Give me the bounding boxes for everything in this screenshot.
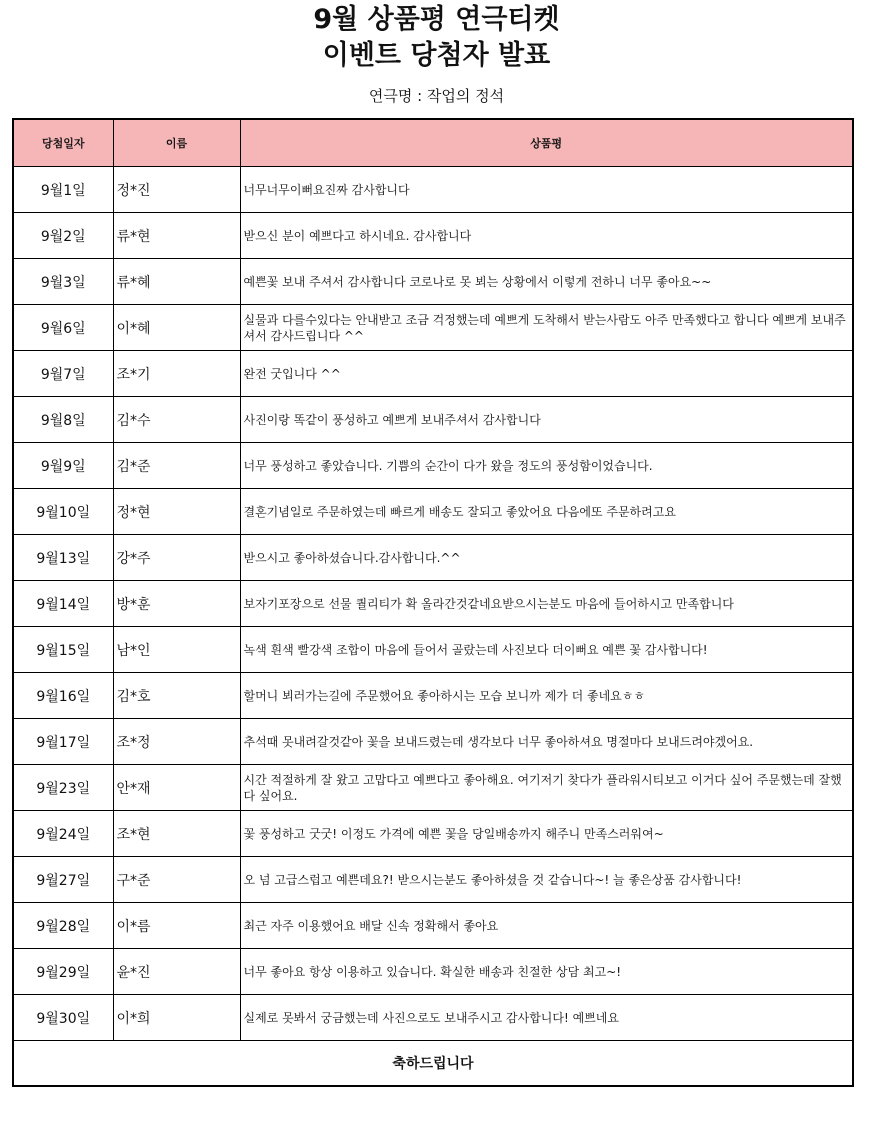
winner-date-cell: 9월24일	[13, 811, 113, 857]
column-header-review: 상품평	[240, 119, 853, 167]
column-header-name: 이름	[113, 119, 240, 167]
review-text-cell: 완전 굿입니다 ^^	[240, 351, 853, 397]
winner-date-cell: 9월29일	[13, 949, 113, 995]
winner-date-cell: 9월1일	[13, 167, 113, 213]
review-text-cell: 보자기포장으로 선물 퀄리티가 확 올라간것같네요받으시는분도 마음에 들어하시고 만족합니다	[240, 581, 853, 627]
winner-name-cell: 이*희	[113, 995, 240, 1041]
page-title-line2: 이벤트 당첨자 발표	[322, 40, 551, 71]
review-text-cell: 너무 좋아요 항상 이용하고 있습니다. 확실한 배송과 친절한 상담 최고~!	[240, 949, 853, 995]
table-row	[13, 719, 853, 765]
review-text-cell: 할머니 뵈러가는길에 주문했어요 좋아하시는 모습 보니까 제가 더 좋네요ㅎㅎ	[240, 673, 853, 719]
winner-name-cell: 김*수	[113, 397, 240, 443]
table-row	[13, 627, 853, 673]
review-text-cell: 사진이랑 똑같이 풍성하고 예쁘게 보내주셔서 감사합니다	[240, 397, 853, 443]
winner-name-cell: 윤*진	[113, 949, 240, 995]
winner-date-cell: 9월8일	[13, 397, 113, 443]
table-row	[13, 489, 853, 535]
table-row	[13, 949, 853, 995]
table-row	[13, 535, 853, 581]
winner-date-cell: 9월27일	[13, 857, 113, 903]
review-text-cell: 실제로 못봐서 궁금했는데 사진으로도 보내주시고 감사합니다! 예쁘네요	[240, 995, 853, 1041]
table-row	[13, 765, 853, 811]
review-text-cell: 받으신 분이 예쁘다고 하시네요. 감사합니다	[240, 213, 853, 259]
table-row	[13, 673, 853, 719]
play-name-subtitle: 연극명 : 작업의 정석	[368, 87, 505, 105]
table-row	[13, 351, 853, 397]
winner-date-cell: 9월13일	[13, 535, 113, 581]
table-row	[13, 397, 853, 443]
winner-date-cell: 9월14일	[13, 581, 113, 627]
review-text-cell: 추석때 못내려갈것같아 꽃을 보내드렸는데 생각보다 너무 좋아하셔요 명절마다 보내드려야겠어요.	[240, 719, 853, 765]
review-text-cell: 최근 자주 이용했어요 배달 신속 정확해서 좋아요	[240, 903, 853, 949]
table-row	[13, 995, 853, 1041]
winner-name-cell: 안*재	[113, 765, 240, 811]
winner-name-cell: 조*기	[113, 351, 240, 397]
page-title-line1: 9월 상품평 연극티켓	[313, 4, 560, 35]
winner-name-cell: 남*인	[113, 627, 240, 673]
table-row	[13, 167, 853, 213]
winner-name-cell: 김*호	[113, 673, 240, 719]
winner-date-cell: 9월10일	[13, 489, 113, 535]
winner-date-cell: 9월15일	[13, 627, 113, 673]
winner-date-cell: 9월23일	[13, 765, 113, 811]
winners-table	[12, 118, 854, 1087]
review-text-cell: 꽃 풍성하고 굿굿! 이정도 가격에 예쁜 꽃을 당일배송까지 해주니 만족스러워여~	[240, 811, 853, 857]
review-text-cell: 예쁜꽃 보내 주셔서 감사합니다 코로나로 못 뵈는 상황에서 이렇게 전하니 너무 좋아요~~	[240, 259, 853, 305]
winner-name-cell: 정*현	[113, 489, 240, 535]
winner-name-cell: 구*준	[113, 857, 240, 903]
congratulations-text: 축하드립니다	[13, 1041, 853, 1087]
table-row	[13, 581, 853, 627]
column-header-date: 당첨일자	[13, 119, 113, 167]
winner-name-cell: 류*현	[113, 213, 240, 259]
table-row	[13, 305, 853, 351]
winner-name-cell: 조*현	[113, 811, 240, 857]
table-row	[13, 903, 853, 949]
winner-name-cell: 조*정	[113, 719, 240, 765]
review-text-cell: 너무 풍성하고 좋았습니다. 기쁨의 순간이 다가 왔을 정도의 풍성함이었습니다.	[240, 443, 853, 489]
table-row	[13, 857, 853, 903]
winner-date-cell: 9월2일	[13, 213, 113, 259]
winner-name-cell: 방*훈	[113, 581, 240, 627]
table-footer-row	[13, 1041, 853, 1087]
winner-date-cell: 9월3일	[13, 259, 113, 305]
winner-date-cell: 9월16일	[13, 673, 113, 719]
winner-date-cell: 9월7일	[13, 351, 113, 397]
winner-name-cell: 김*준	[113, 443, 240, 489]
table-row	[13, 443, 853, 489]
winner-date-cell: 9월30일	[13, 995, 113, 1041]
review-text-cell: 오 넘 고급스럽고 예쁜데요?! 받으시는분도 좋아하셨을 것 같습니다~! 늘 좋은상품 감사합니다!	[240, 857, 853, 903]
review-text-cell: 너무너무이뻐요진짜 감사합니다	[240, 167, 853, 213]
table-row	[13, 213, 853, 259]
table-row	[13, 259, 853, 305]
review-text-cell: 결혼기념일로 주문하였는데 빠르게 배송도 잘되고 좋았어요 다음에또 주문하려고요	[240, 489, 853, 535]
winner-name-cell: 류*혜	[113, 259, 240, 305]
winner-name-cell: 이*혜	[113, 305, 240, 351]
review-text-cell: 실물과 다를수있다는 안내받고 조금 걱정했는데 예쁘게 도착해서 받는사람도 아주 만족했다고 합니다 예쁘게 보내주셔서 감사드립니다 ^^	[240, 305, 853, 351]
winner-date-cell: 9월28일	[13, 903, 113, 949]
winner-date-cell: 9월9일	[13, 443, 113, 489]
winner-date-cell: 9월17일	[13, 719, 113, 765]
review-text-cell: 받으시고 좋아하셨습니다.감사합니다.^^	[240, 535, 853, 581]
winner-name-cell: 강*주	[113, 535, 240, 581]
winner-name-cell: 정*진	[113, 167, 240, 213]
winner-name-cell: 이*름	[113, 903, 240, 949]
review-text-cell: 시간 적절하게 잘 왔고 고맙다고 예쁘다고 좋아해요. 여기저기 찾다가 플라워시티보고 이거다 싶어 주문했는데 잘했다 싶어요.	[240, 765, 853, 811]
winner-date-cell: 9월6일	[13, 305, 113, 351]
table-row	[13, 811, 853, 857]
review-text-cell: 녹색 흰색 빨강색 조합이 마음에 들어서 골랐는데 사진보다 더이뻐요 예쁜 꽃 감사합니다!	[240, 627, 853, 673]
table-header-row	[13, 119, 853, 167]
